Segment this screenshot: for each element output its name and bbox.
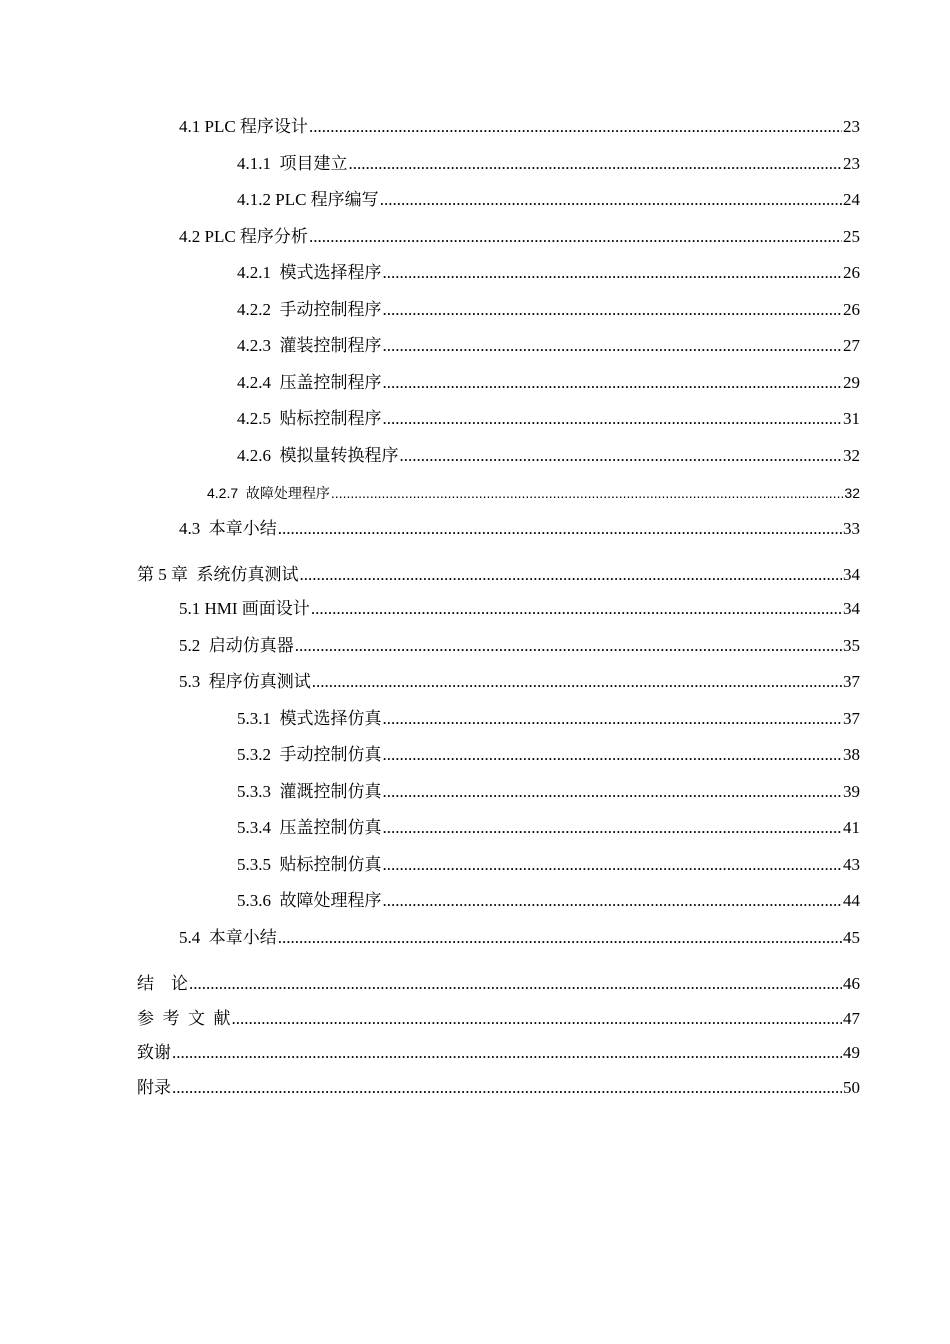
toc-entry-page: 24 (843, 190, 860, 209)
toc-entry[interactable] (237, 298, 860, 322)
dot-leader (172, 1041, 842, 1065)
toc-entry-page: 43 (843, 855, 860, 874)
toc-entry-page: 44 (843, 891, 860, 910)
toc-entry[interactable] (237, 816, 860, 840)
toc-entry[interactable] (237, 780, 860, 804)
toc-entry[interactable] (179, 634, 860, 658)
dot-leader (383, 261, 843, 285)
toc-entry-page: 45 (843, 928, 860, 947)
toc-entry-page: 29 (843, 373, 860, 392)
toc-entry-label: 4.1.1 项目建立 (237, 154, 348, 173)
dot-leader (331, 481, 844, 505)
toc-entry-page: 37 (843, 672, 860, 691)
dot-leader (380, 188, 842, 212)
dot-leader (172, 1076, 842, 1100)
toc-entry-page: 23 (843, 117, 860, 136)
toc-entry-page: 23 (843, 154, 860, 173)
toc-entry[interactable] (237, 334, 860, 358)
dot-leader (295, 634, 842, 658)
toc-entry[interactable] (179, 225, 860, 249)
toc-entry[interactable] (237, 889, 860, 913)
toc-entry-page: 49 (843, 1043, 860, 1062)
dot-leader (232, 1007, 843, 1031)
toc-entry-label: 5.3.1 模式选择仿真 (237, 709, 382, 728)
toc-entry-label: 5.4 本章小结 (179, 928, 277, 947)
toc-entry[interactable] (237, 853, 860, 877)
toc-entry-label: 4.2 PLC 程序分析 (179, 227, 308, 246)
toc-entry-label: 结 论 (137, 974, 188, 993)
dot-leader (278, 517, 842, 541)
toc-entry-page: 50 (843, 1078, 860, 1097)
toc-entry-page: 39 (843, 782, 860, 801)
toc-entry[interactable] (237, 407, 860, 431)
dot-leader (383, 743, 843, 767)
toc-entry-label: 4.2.6 模拟量转换程序 (237, 446, 399, 465)
dot-leader (383, 889, 843, 913)
toc-references-entry[interactable] (137, 1007, 860, 1031)
toc-entry-label: 5.2 启动仿真器 (179, 636, 294, 655)
dot-leader (383, 371, 843, 395)
toc-entry-label: 5.3.4 压盖控制仿真 (237, 818, 382, 837)
toc-entry-page: 38 (843, 745, 860, 764)
toc-entry[interactable] (237, 707, 860, 731)
dot-leader (312, 670, 842, 694)
toc-entry-page: 37 (843, 709, 860, 728)
toc-entry[interactable] (237, 261, 860, 285)
toc-entry[interactable] (207, 481, 860, 505)
dot-leader (383, 853, 843, 877)
toc-entry[interactable] (179, 597, 860, 621)
dot-leader (309, 225, 842, 249)
toc-entry-label: 致谢 (137, 1043, 171, 1062)
toc-entry-label: 5.3.6 故障处理程序 (237, 891, 382, 910)
toc-entry-label: 4.2.1 模式选择程序 (237, 263, 382, 282)
toc-entry-page: 46 (843, 974, 860, 993)
toc-entry-page: 26 (843, 263, 860, 282)
toc-entry[interactable] (179, 517, 860, 541)
toc-entry-label: 参 考 文 献 (137, 1009, 231, 1028)
dot-leader (189, 972, 842, 996)
toc-entry-page: 31 (843, 409, 860, 428)
toc-entry[interactable] (179, 670, 860, 694)
toc-entry-label: 5.3.3 灌溉控制仿真 (237, 782, 382, 801)
toc-entry-label: 4.3 本章小结 (179, 519, 277, 538)
dot-leader (383, 298, 843, 322)
dot-leader (300, 563, 843, 587)
toc-entry-page: 27 (843, 336, 860, 355)
toc-entry-page: 32 (844, 485, 860, 501)
toc-entry-label: 5.1 HMI 画面设计 (179, 599, 310, 618)
toc-entry[interactable] (237, 152, 860, 176)
dot-leader (349, 152, 843, 176)
toc-entry-label: 4.2.2 手动控制程序 (237, 300, 382, 319)
dot-leader (383, 407, 843, 431)
toc-entry-label: 5.3 程序仿真测试 (179, 672, 311, 691)
dot-leader (311, 597, 842, 621)
dot-leader (309, 115, 842, 139)
dot-leader (278, 926, 842, 950)
toc-entry-page: 47 (843, 1009, 860, 1028)
toc-appendix-entry[interactable] (137, 1076, 860, 1100)
toc-entry-page: 26 (843, 300, 860, 319)
toc-entry-page: 34 (843, 565, 860, 584)
toc-entry-label: 4.2.3 灌装控制程序 (237, 336, 382, 355)
toc-entry-label: 4.1 PLC 程序设计 (179, 117, 308, 136)
toc-entry-label: 4.2.5 贴标控制程序 (237, 409, 382, 428)
toc-entry[interactable] (179, 926, 860, 950)
toc-entry-label: 5.3.5 贴标控制仿真 (237, 855, 382, 874)
toc-entry-page: 34 (843, 599, 860, 618)
dot-leader (383, 780, 843, 804)
dot-leader (400, 444, 843, 468)
toc-entry-label: 4.2.4 压盖控制程序 (237, 373, 382, 392)
toc-entry-label: 第 5 章 系统仿真测试 (137, 565, 299, 584)
toc-entry-page: 32 (843, 446, 860, 465)
toc-entry-label: 5.3.2 手动控制仿真 (237, 745, 382, 764)
toc-entry-page: 41 (843, 818, 860, 837)
toc-entry-label: 4.2.7 故障处理程序 (207, 485, 330, 501)
toc-entry-page: 25 (843, 227, 860, 246)
toc-entry-label: 4.1.2 PLC 程序编写 (237, 190, 379, 209)
toc-entry-page: 35 (843, 636, 860, 655)
toc-entry[interactable] (237, 743, 860, 767)
toc-entry-label: 附录 (137, 1078, 171, 1097)
toc-entry[interactable] (237, 188, 860, 212)
dot-leader (383, 816, 843, 840)
toc-entry[interactable] (179, 115, 860, 139)
toc-conclusion-entry[interactable] (137, 972, 860, 996)
toc-entry[interactable] (237, 444, 860, 468)
dot-leader (383, 334, 843, 358)
toc-entry-page: 33 (843, 519, 860, 538)
toc-entry[interactable] (237, 371, 860, 395)
toc-chapter-entry[interactable] (137, 563, 860, 587)
dot-leader (383, 707, 843, 731)
toc-acknowledgements-entry[interactable] (137, 1041, 860, 1065)
